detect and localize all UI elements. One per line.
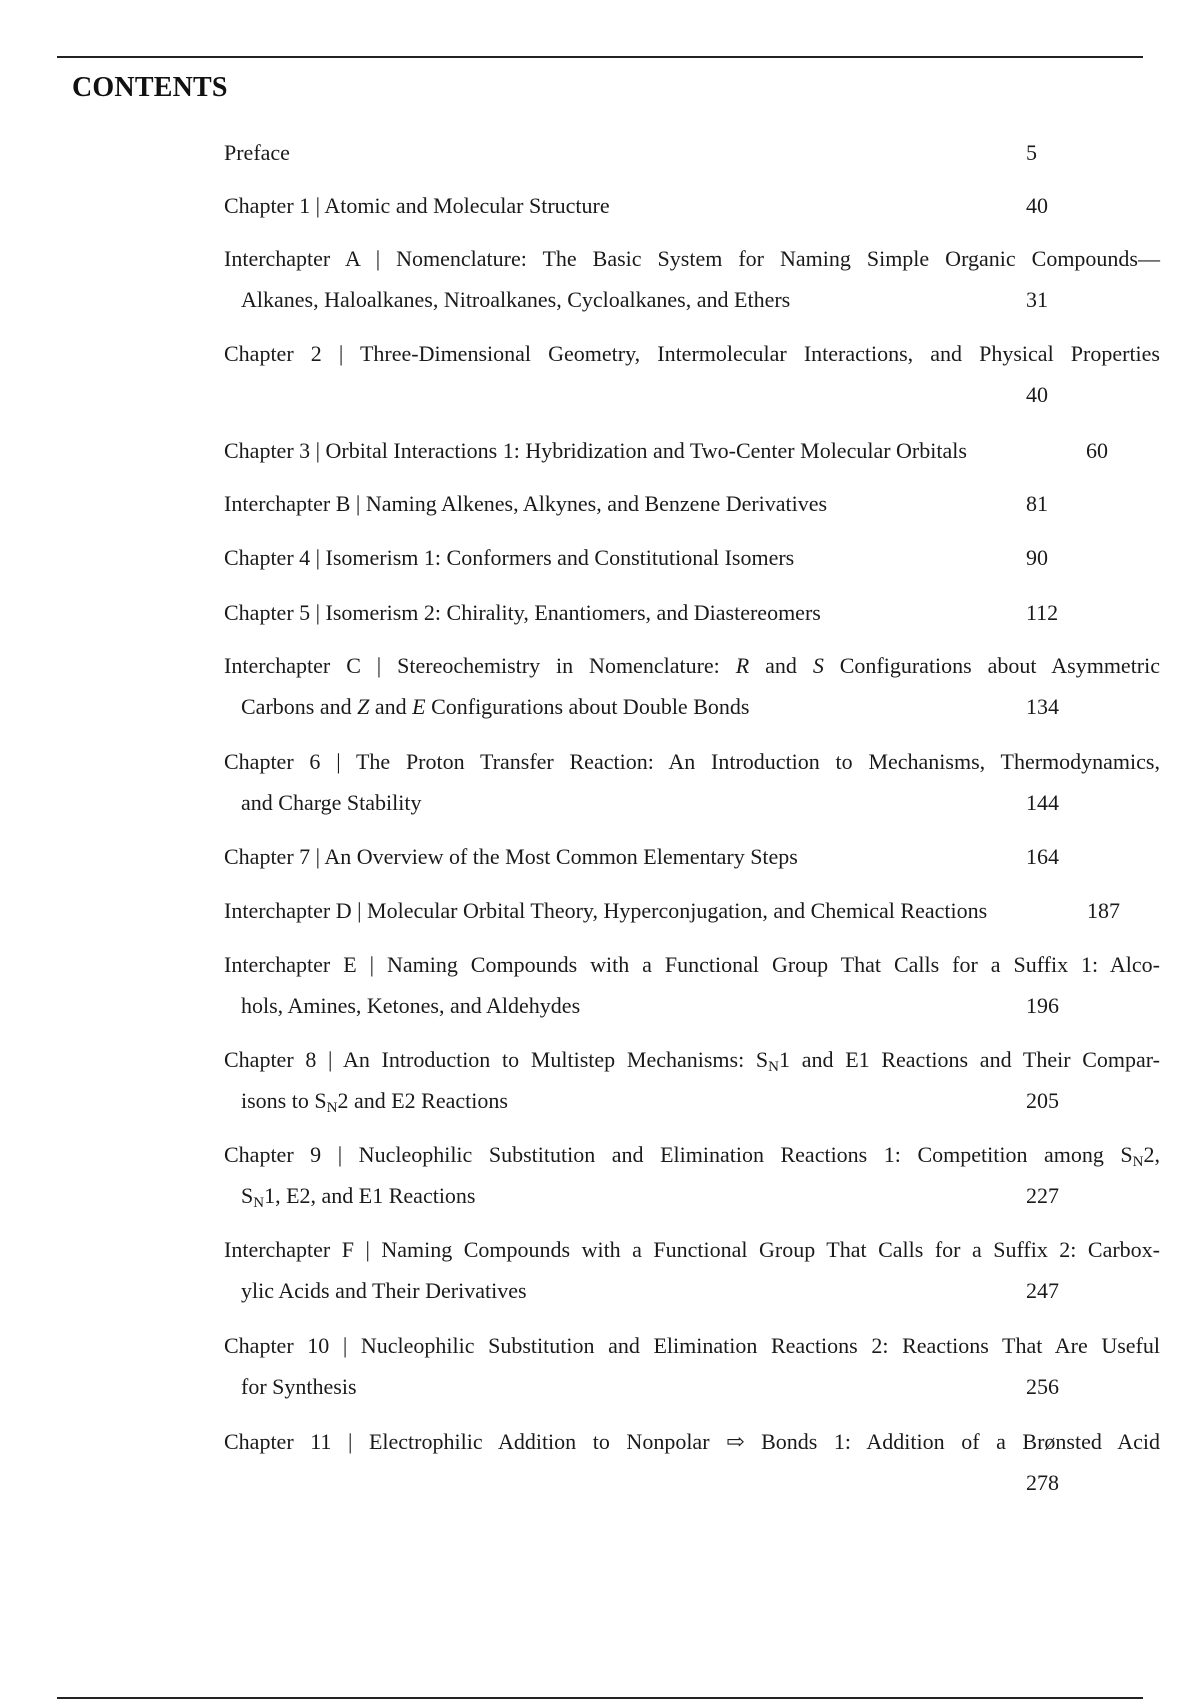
toc-entry-title: Chapter 1 | Atomic and Molecular Structure [224,193,610,218]
toc-entry-title: Chapter 7 | An Overview of the Most Common Elementary Steps [224,844,798,869]
toc-entry-title: Chapter 6 | The Proton Transfer Reaction: An Introduction to Mechanisms, Thermodynamics, [224,749,1160,774]
toc-entry-title: Chapter 2 | Three-Dimensional Geometry, Intermolecular Interactions, and Physical Properties [224,341,1160,366]
toc-entry-page-number: 60 [1086,438,1108,463]
toc-entry-title: Interchapter F | Naming Compounds with a Functional Group That Calls for a Suffix 2: Carbox- [224,1237,1160,1262]
toc-entry-page-number: 144 [1026,790,1059,815]
toc-entry-page-number: 134 [1026,694,1059,719]
toc-entry-page-number: 205 [1026,1088,1059,1113]
toc-entry-title-continued: hols, Amines, Ketones, and Aldehydes [241,993,581,1018]
toc-entry-title-continued: Alkanes, Haloalkanes, Nitroalkanes, Cycloalkanes, and Ethers [241,287,791,312]
toc-entry-title-continued: $S_N1$, E2, and E1 Reactions [241,1183,476,1211]
toc-entry-page-number: 278 [1026,1470,1059,1495]
toc-entry-page-number: 247 [1026,1278,1059,1303]
toc-entry-title-continued: for Synthesis [241,1374,357,1399]
toc-entry-page-number: 112 [1026,600,1059,625]
toc-entry-title: Interchapter A | Nomenclature: The Basic System for Naming Simple Organic Compounds— [224,246,1160,271]
toc-entry-title: Chapter 10 | Nucleophilic Substitution and Elimination Reactions 2: Reactions That Are Useful [224,1333,1160,1358]
toc-entry-title: Chapter 11 | Electrophilic Addition to Nonpolar ⇨ Bonds 1: Addition of a Brønsted Acid [224,1429,1160,1454]
toc-entry-page-number: 81 [1026,491,1048,516]
toc-entry-page-number: 31 [1026,287,1048,312]
toc-entry-page-number: 256 [1026,1374,1059,1399]
toc-entry-title: Preface [224,140,290,165]
toc-entry-title: Chapter 8 | An Introduction to Multistep Mechanisms: $S_N1$ and E1 Reactions and Their Compar- [224,1047,1160,1075]
toc-entry-page-number: 196 [1026,993,1059,1018]
toc-entry-title: Chapter 5 | Isomerism 2: Chirality, Enantiomers, and Diastereomers [224,600,821,625]
toc-entry-title: Interchapter D | Molecular Orbital Theory, Hyperconjugation, and Chemical Reactions [224,898,988,923]
toc-entry-page-number: 90 [1026,545,1048,570]
toc-entry-page-number: 5 [1026,140,1037,165]
toc-entry-title: Chapter 9 | Nucleophilic Substitution and Elimination Reactions 1: Competition among $S_N2$, [224,1142,1160,1170]
contents-heading: CONTENTS [72,72,228,103]
bottom-rule [57,1697,1143,1699]
toc-entry-title: Chapter 3 | Orbital Interactions 1: Hybridization and Two-Center Molecular Orbitals [224,438,967,463]
toc-entry-title: Interchapter E | Naming Compounds with a Functional Group That Calls for a Suffix 1: Alco- [224,952,1160,977]
toc-entry-page-number: 164 [1026,844,1059,869]
toc-entry-title-continued: and Charge Stability [241,790,422,815]
toc-entry-title-continued: isons to $S_N2$ and E2 Reactions [241,1088,508,1116]
toc-entry-title: Interchapter B | Naming Alkenes, Alkynes, and Benzene Derivatives [224,491,828,516]
toc-entry-title: Interchapter C | Stereochemistry in Nomenclature: R and S Configurations about Asymmetric [224,653,1161,678]
toc-entry-title-continued: ylic Acids and Their Derivatives [241,1278,527,1303]
toc-entry-page-number: 227 [1026,1183,1059,1208]
toc-entry-page-number: 40 [1026,382,1048,407]
toc-entry-title-continued: Carbons and Z and E Configurations about Double Bonds [241,694,750,719]
toc-entry-page-number: 40 [1026,193,1048,218]
toc-entry-page-number: 187 [1087,898,1120,923]
toc-entry-title: Chapter 4 | Isomerism 1: Conformers and Constitutional Isomers [224,545,795,570]
